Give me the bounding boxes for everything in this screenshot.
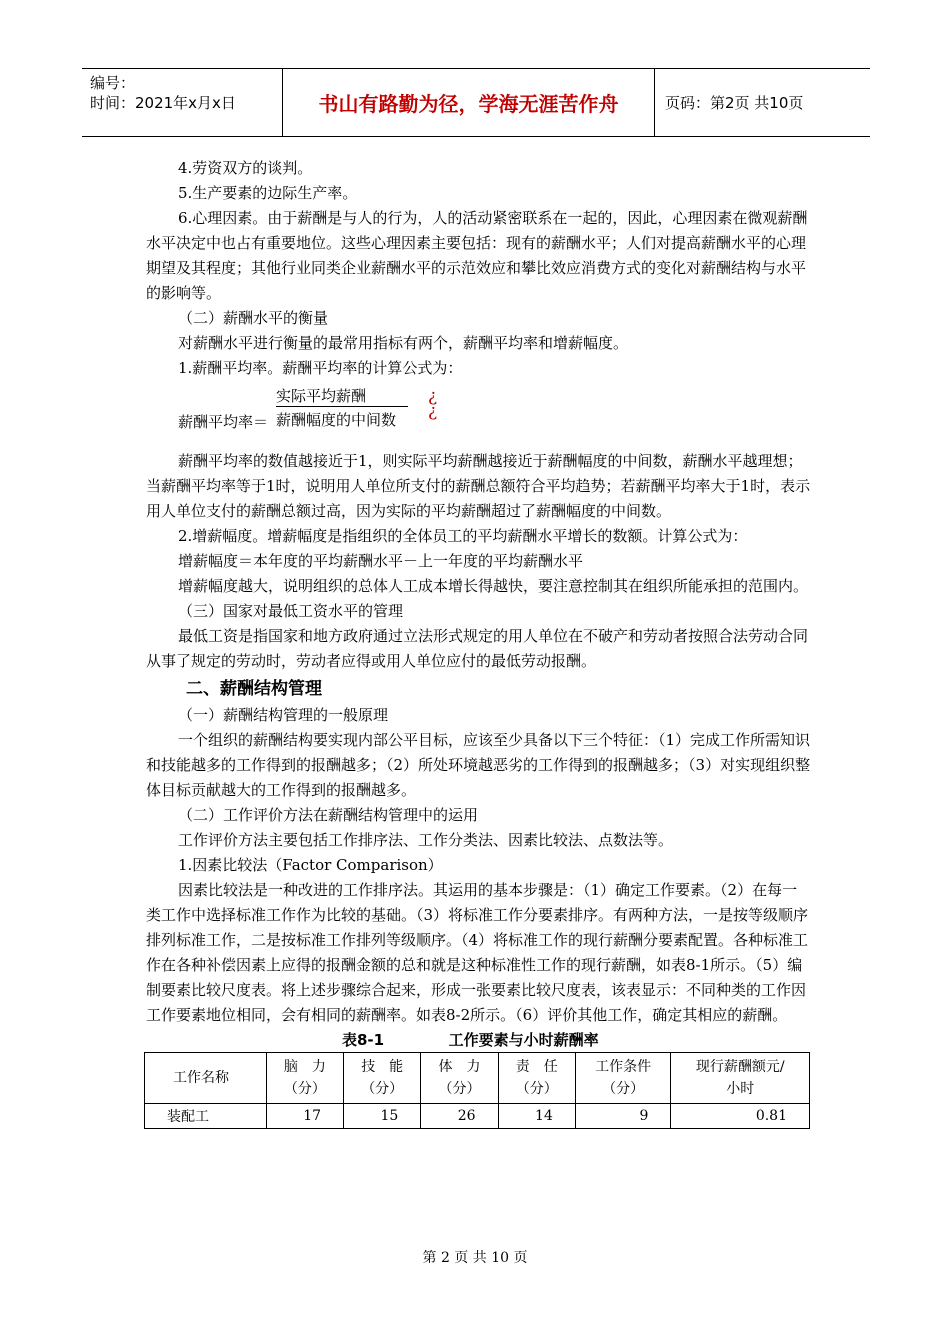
subheading: 1.因素比较法（Factor Comparison） bbox=[178, 856, 443, 874]
formula-numerator: 实际平均薪酬 bbox=[276, 387, 367, 405]
table-cell: 0.81 bbox=[671, 1104, 810, 1129]
header-text: 工作名称 bbox=[173, 1070, 229, 1086]
table-header-row bbox=[145, 1053, 810, 1104]
table-row bbox=[145, 1104, 810, 1129]
column-header bbox=[421, 1053, 498, 1104]
header-text: 工作条件 bbox=[595, 1059, 652, 1075]
table-caption bbox=[146, 1028, 812, 1052]
header-meta bbox=[82, 69, 282, 136]
header-unit: 小时 bbox=[726, 1081, 755, 1097]
mark-bottom: ¿ bbox=[428, 401, 438, 421]
header-unit: （分） bbox=[602, 1081, 645, 1097]
header-text: 责 任 bbox=[515, 1059, 558, 1075]
header-unit: （分） bbox=[515, 1081, 558, 1097]
header-page-number: 页码：第2页 共10页 bbox=[665, 94, 804, 112]
subheading: （一）薪酬结构管理的一般原理 bbox=[178, 706, 389, 724]
column-header bbox=[498, 1053, 575, 1104]
header-text: 现行薪酬额元/ bbox=[695, 1059, 785, 1075]
table-cell: 9 bbox=[575, 1104, 671, 1129]
inverted-question-mark bbox=[428, 386, 438, 421]
subheading: （二）工作评价方法在薪酬结构管理中的运用 bbox=[178, 806, 479, 824]
header-text: 技 能 bbox=[361, 1059, 404, 1075]
job-factor-table bbox=[144, 1052, 810, 1129]
table-caption-title: 工作要素与小时薪酬率 bbox=[448, 1031, 599, 1049]
paragraph: 工作评价方法主要包括工作排序法、工作分类法、因素比较法、点数法等。 bbox=[178, 831, 674, 849]
formula-denominator: 薪酬幅度的中间数 bbox=[276, 411, 397, 429]
paragraph: 薪酬平均率的数值越接近于1，则实际平均薪酬越接近于薪酬幅度的中间数，薪酬水平越理想；当薪酬平均率等于1时，说明用人单位所支付的薪酬总额符合平均趋势；若薪酬平均率大于1时，表示用人单位支付的薪酬总额过高，因为实际的平均薪酬超过了薪酬幅度的中间数。 bbox=[146, 452, 811, 520]
formula-pay-increase: 增薪幅度＝本年度的平均薪酬水平－上一年度的平均薪酬水平 bbox=[178, 552, 584, 570]
paragraph: 最低工资是指国家和地方政府通过立法形式规定的用人单位在不破产和劳动者按照合法劳动合同从事了规定的劳动时，劳动者应得或用人单位应付的最低劳动报酬。 bbox=[146, 627, 809, 670]
table-caption-number: 表8-1 bbox=[342, 1031, 385, 1049]
header-text: 脑 力 bbox=[283, 1059, 326, 1075]
table-cell: 装配工 bbox=[145, 1104, 267, 1129]
paragraph: 因素比较法是一种改进的工作排序法。其运用的基本步骤是：（1）确定工作要素。（2）在每一类工作中选择标准工作作为比较的基础。（3）将标准工作分要素排序。有两种方法，一是按等级顺序排列标准工作，二是按标准工作排列等级顺序。（4）将标准工作的现行薪酬分要素配置。各种标准工作在各种补偿因素上应得的报酬金额的总和就是这种标准性工作的现行薪酬，如表8-1所示。（5）编制要素比较尺度表。将上述步骤综合起来，形成一张要素比较尺度表，该表显示：不同种类的工作因工作要素地位相同，会有相同的薪酬率。如表8-2所示。（6）评价其他工作，确定其相应的薪酬。 bbox=[146, 881, 809, 1024]
paragraph: 1.薪酬平均率。薪酬平均率的计算公式为： bbox=[178, 359, 463, 377]
header-unit: （分） bbox=[438, 1081, 481, 1097]
formula-lhs: 薪酬平均率＝ bbox=[178, 413, 269, 431]
subheading: （二）薪酬水平的衡量 bbox=[178, 309, 329, 327]
doc-date: 时间：2021年x月x日 bbox=[90, 94, 236, 112]
column-header bbox=[344, 1053, 421, 1104]
column-header bbox=[266, 1053, 343, 1104]
formula-average-pay-rate bbox=[146, 385, 812, 441]
subheading: （三）国家对最低工资水平的管理 bbox=[178, 602, 404, 620]
table-cell: 15 bbox=[344, 1104, 421, 1129]
column-header bbox=[145, 1053, 267, 1104]
document-body bbox=[146, 156, 812, 1129]
page-footer: 第 2 页 共 10 页 bbox=[422, 1250, 528, 1266]
table-cell: 17 bbox=[266, 1104, 343, 1129]
mark-top: ¿ bbox=[428, 386, 438, 406]
table-cell: 14 bbox=[498, 1104, 575, 1129]
paragraph: 6.心理因素。由于薪酬是与人的行为，人的活动紧密联系在一起的，因此，心理因素在微观薪酬水平决定中也占有重要地位。这些心理因素主要包括：现有的薪酬水平；人们对提高薪酬水平的心理期望及其程度；其他行业同类企业薪酬水平的示范效应和攀比效应消费方式的变化对薪酬结构与水平的影响等。 bbox=[146, 209, 808, 302]
doc-number-label: 编号： bbox=[90, 74, 136, 92]
header-unit: （分） bbox=[361, 1081, 404, 1097]
header-motto: 书山有路勤为径，学海无涯苦作舟 bbox=[282, 69, 655, 136]
section-heading: 二、薪酬结构管理 bbox=[186, 679, 322, 699]
paragraph: 对薪酬水平进行衡量的最常用指标有两个，薪酬平均率和增薪幅度。 bbox=[178, 334, 629, 352]
paragraph: 4.劳资双方的谈判。 bbox=[178, 159, 313, 177]
fraction-bar bbox=[276, 406, 408, 407]
header-unit: （分） bbox=[283, 1081, 326, 1097]
paragraph: 5.生产要素的边际生产率。 bbox=[178, 184, 358, 202]
header-text: 体 力 bbox=[438, 1059, 481, 1075]
paragraph: 增薪幅度越大，说明组织的总体人工成本增长得越快，要注意控制其在组织所能承担的范围内。 bbox=[178, 577, 809, 595]
column-header bbox=[575, 1053, 671, 1104]
paragraph: 2.增薪幅度。增薪幅度是指组织的全体员工的平均薪酬水平增长的数额。计算公式为： bbox=[178, 527, 748, 545]
paragraph: 一个组织的薪酬结构要实现内部公平目标，应该至少具备以下三个特征：（1）完成工作所需知识和技能越多的工作得到的报酬越多；（2）所处环境越恶劣的工作得到的报酬越多；（3）对实现组织整体目标贡献越大的工作得到的报酬越多。 bbox=[146, 731, 811, 799]
page-header bbox=[82, 68, 870, 137]
column-header bbox=[671, 1053, 810, 1104]
table-cell: 26 bbox=[421, 1104, 498, 1129]
